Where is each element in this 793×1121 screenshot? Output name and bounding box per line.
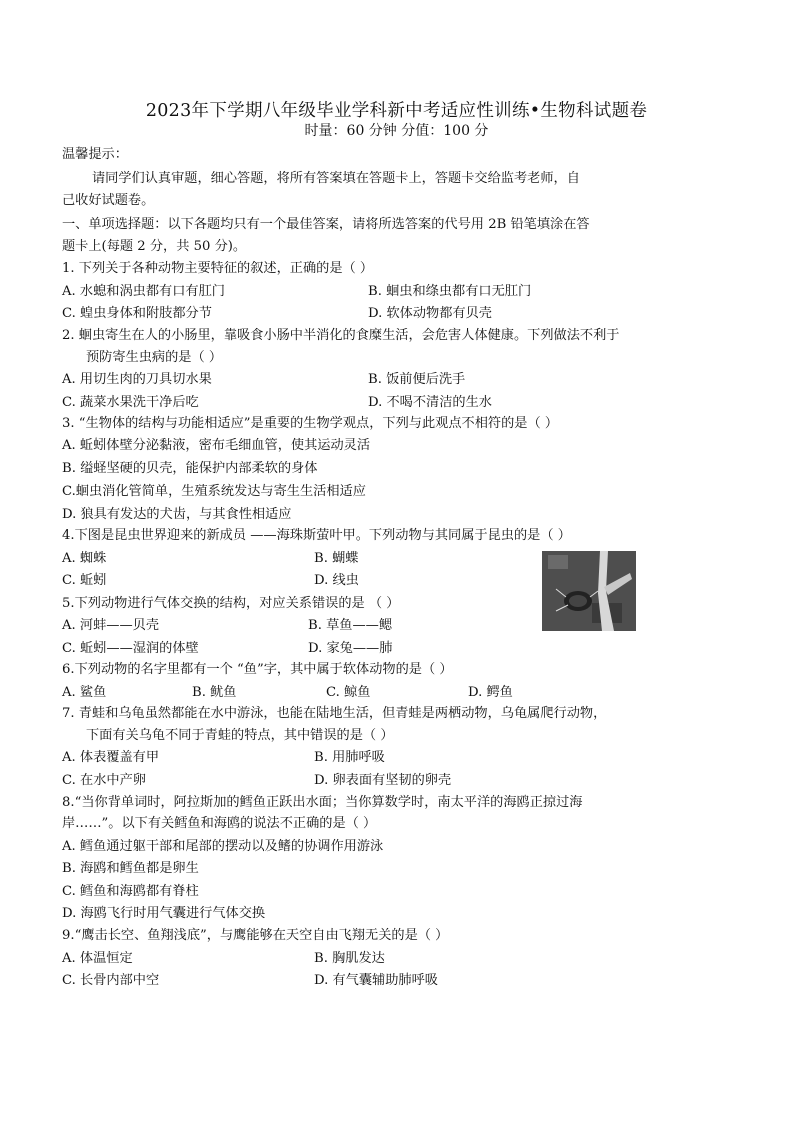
section-heading-1: 一、单项选择题：以下各题均只有一个最佳答案，请将所选答案的代号用 2B 铅笔填涂在答 (62, 217, 590, 232)
q6-option-a: A. 鲨鱼 (62, 685, 107, 700)
section-heading-2: 题卡上(每题 2 分，共 50 分)。 (62, 239, 247, 254)
q2-option-a: A. 用切生肉的刀具切水果 (62, 372, 212, 387)
beetle-photo (542, 551, 636, 631)
q5-option-d: D. 家兔——肺 (308, 641, 393, 656)
q7-option-a: A. 体表覆盖有甲 (62, 750, 160, 765)
tip-line-2: 己收好试题卷。 (62, 193, 155, 208)
q7-option-c: C. 在水中产卵 (62, 773, 146, 788)
q1-option-c: C. 蝗虫身体和附肢都分节 (62, 306, 212, 321)
q8-stem-1: 8.“当你背单词时，阿拉斯加的鳕鱼正跃出水面；当你算数学时，南太平洋的海鸥正掠过海 (62, 795, 583, 810)
exam-subtitle: 时量：60 分钟 分值：100 分 (304, 123, 489, 139)
q3-option-a: A. 蚯蚓体壁分泌黏液，密布毛细血管，使其运动灵活 (62, 438, 371, 453)
q3-option-b: B. 缢蛏坚硬的贝壳，能保护内部柔软的身体 (62, 461, 318, 476)
q8-option-b: B. 海鸥和鳕鱼都是卵生 (62, 861, 199, 876)
q9-option-b: B. 胸肌发达 (314, 951, 385, 966)
q2-option-d: D. 不喝不清洁的生水 (368, 395, 492, 410)
q7-option-b: B. 用肺呼吸 (314, 750, 385, 765)
q9-option-d: D. 有气囊辅助肺呼吸 (314, 973, 438, 988)
q7-stem-2: 下面有关乌龟不同于青蛙的特点，其中错误的是（ ） (86, 728, 394, 743)
q2-option-b: B. 饭前便后洗手 (368, 372, 466, 387)
q8-option-d: D. 海鸥飞行时用气囊进行气体交换 (62, 906, 266, 921)
q6-option-b: B. 鱿鱼 (192, 685, 237, 700)
q8-option-a: A. 鳕鱼通过躯干部和尾部的摆动以及鳍的协调作用游泳 (62, 839, 384, 854)
q3-option-d: D. 狼具有发达的犬齿，与其食性相适应 (62, 507, 292, 522)
q3-option-c: C.蛔虫消化管简单，生殖系统发达与寄生生活相适应 (62, 484, 366, 499)
q5-option-a: A. 河蚌——贝壳 (62, 618, 160, 633)
q6-option-c: C. 鲸鱼 (326, 685, 371, 700)
q1-option-b: B. 蛔虫和绦虫都有口无肛门 (368, 284, 532, 299)
q9-option-a: A. 体温恒定 (62, 951, 133, 966)
q4-option-d: D. 线虫 (314, 573, 359, 588)
q1-option-a: A. 水螅和涡虫都有口有肛门 (62, 284, 225, 299)
q3-stem: 3. “生物体的结构与功能相适应”是重要的生物学观点，下列与此观点不相符的是（ ） (62, 416, 559, 431)
tip-line-1: 请同学们认真审题，细心答题，将所有答案填在答题卡上，答题卡交给监考老师，自 (92, 171, 580, 186)
q5-stem: 5.下列动物进行气体交换的结构，对应关系错误的是 （ ） (62, 596, 400, 611)
q2-stem-1: 2. 蛔虫寄生在人的小肠里，靠吸食小肠中半消化的食糜生活，会危害人体健康。下列做法不利于 (62, 328, 620, 343)
q1-stem: 1. 下列关于各种动物主要特征的叙述，正确的是（ ） (62, 261, 374, 276)
q5-option-c: C. 蚯蚓——湿润的体壁 (62, 641, 199, 656)
q2-option-c: C. 蔬菜水果洗干净后吃 (62, 395, 199, 410)
tip-heading: 温馨提示： (62, 147, 128, 162)
q8-stem-2: 岸……”。以下有关鳕鱼和海鸥的说法不正确的是（ ） (62, 816, 377, 831)
q1-option-d: D. 软体动物都有贝壳 (368, 306, 492, 321)
beetle-photo-graphic (542, 551, 636, 631)
q6-stem: 6.下列动物的名字里都有一个 “鱼”字，其中属于软体动物的是（ ） (62, 662, 453, 677)
q7-option-d: D. 卵表面有坚韧的卵壳 (314, 773, 452, 788)
q9-option-c: C. 长骨内部中空 (62, 973, 160, 988)
q2-stem-2: 预防寄生虫病的是（ ） (86, 350, 223, 365)
q4-option-b: B. 蝴蝶 (314, 551, 359, 566)
q7-stem-1: 7. 青蛙和乌龟虽然都能在水中游泳，也能在陆地生活，但青蛙是两栖动物，乌龟属爬行动物， (62, 706, 607, 721)
exam-title: 2023年下学期八年级毕业学科新中考适应性训练•生物科试题卷 (145, 101, 648, 121)
q4-option-a: A. 蜘蛛 (62, 551, 107, 566)
q5-option-b: B. 草鱼——鳃 (308, 618, 393, 633)
q4-stem: 4.下图是昆虫世界迎来的新成员 ——海珠斯萤叶甲。下列动物与其同属于昆虫的是（ ） (62, 528, 571, 543)
q6-option-d: D. 鳄鱼 (468, 685, 513, 700)
q9-stem: 9.“鹰击长空、鱼翔浅底”，与鹰能够在天空自由飞翔无关的是（ ） (62, 928, 449, 943)
q4-option-c: C. 蚯蚓 (62, 573, 107, 588)
q8-option-c: C. 鳕鱼和海鸥都有脊柱 (62, 884, 199, 899)
